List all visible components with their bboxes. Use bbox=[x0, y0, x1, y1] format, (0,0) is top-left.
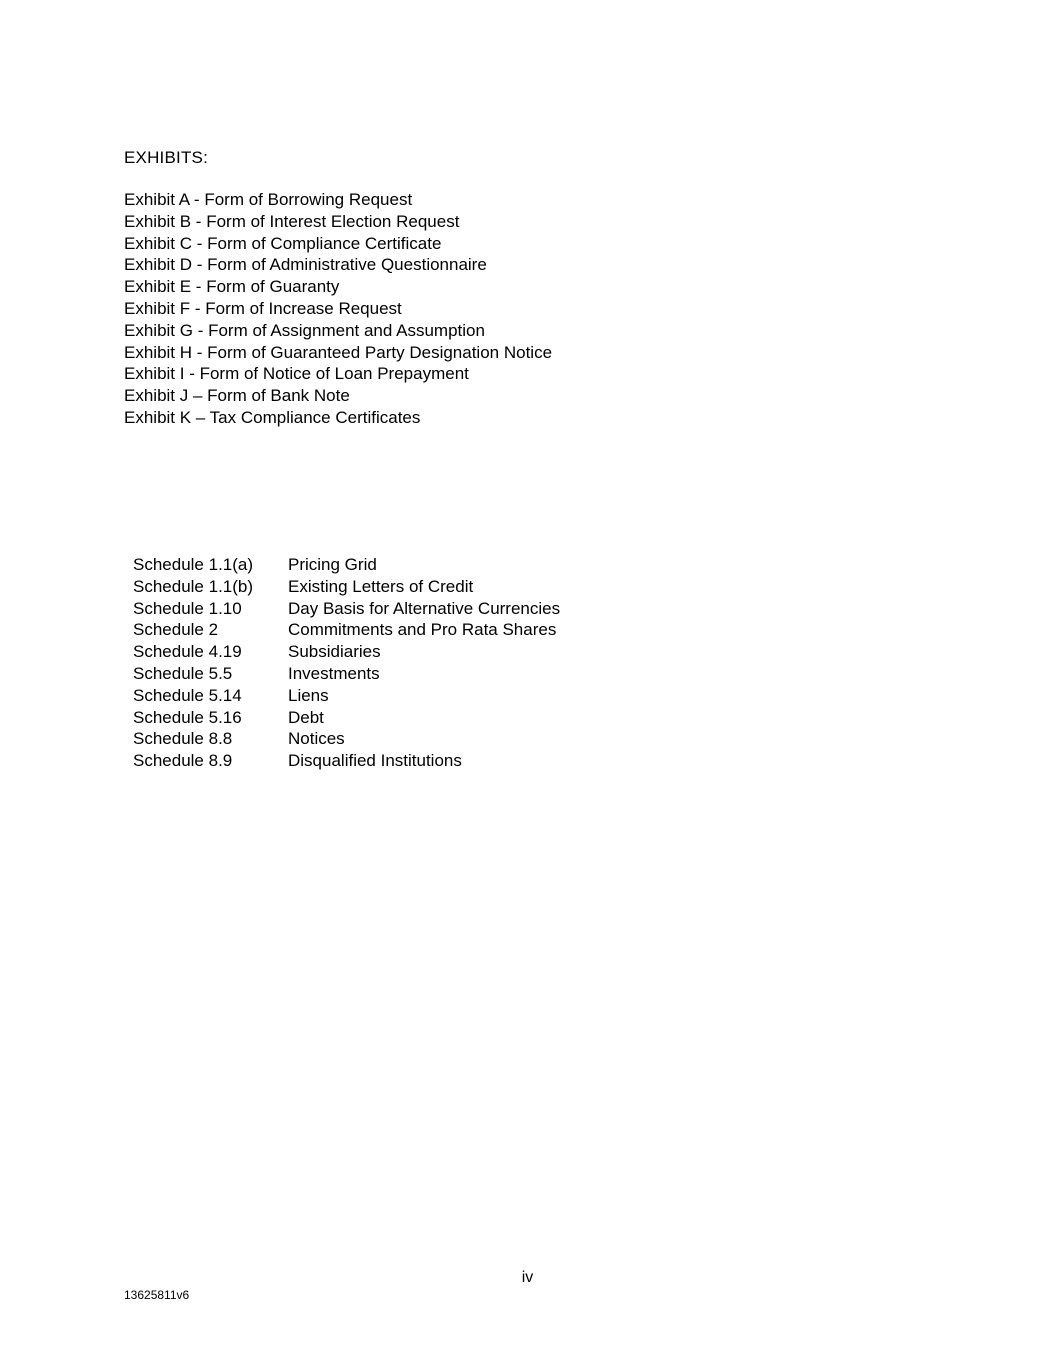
schedule-row bbox=[133, 641, 560, 663]
schedule-row bbox=[133, 663, 560, 685]
schedule-title: Commitments and Pro Rata Shares bbox=[288, 620, 557, 640]
schedule-number: Schedule 1.1(b) bbox=[133, 576, 254, 596]
schedule-number: Schedule 1.1(a) bbox=[133, 555, 254, 574]
exhibit-item: Exhibit I - Form of Notice of Loan Prepayment bbox=[124, 364, 469, 384]
schedule-title: Disqualified Institutions bbox=[288, 751, 462, 771]
schedule-row bbox=[133, 707, 560, 729]
schedule-number: Schedule 5.5 bbox=[133, 663, 233, 683]
schedule-row bbox=[133, 685, 560, 707]
schedule-number: Schedule 1.10 bbox=[133, 598, 242, 618]
schedule-title: Subsidiaries bbox=[288, 642, 381, 662]
schedule-number: Schedule 8.9 bbox=[133, 751, 233, 771]
exhibit-item: Exhibit H - Form of Guaranteed Party Designation Notice bbox=[124, 342, 553, 362]
schedule-title: Existing Letters of Credit bbox=[288, 576, 474, 596]
schedule-row bbox=[133, 554, 560, 576]
schedule-title: Investments bbox=[288, 663, 380, 683]
schedule-title: Debt bbox=[288, 707, 324, 727]
exhibit-item: Exhibit F - Form of Increase Request bbox=[124, 298, 402, 318]
schedule-number: Schedule 8.8 bbox=[133, 729, 233, 749]
exhibit-item: Exhibit K – Tax Compliance Certificates bbox=[124, 407, 421, 427]
exhibit-item: Exhibit G - Form of Assignment and Assumption bbox=[124, 320, 485, 340]
schedule-row bbox=[133, 728, 560, 750]
schedules-table bbox=[133, 554, 560, 772]
schedule-number: Schedule 5.16 bbox=[133, 707, 242, 727]
schedule-title: Notices bbox=[288, 729, 345, 749]
exhibits-heading: EXHIBITS: bbox=[124, 148, 208, 167]
schedule-row bbox=[133, 598, 560, 620]
schedule-title: Liens bbox=[288, 685, 329, 705]
schedule-title: Pricing Grid bbox=[288, 555, 377, 574]
schedule-number: Schedule 4.19 bbox=[133, 642, 242, 662]
schedule-title: Day Basis for Alternative Currencies bbox=[288, 598, 561, 618]
exhibits-list bbox=[124, 189, 552, 429]
exhibit-item: Exhibit D - Form of Administrative Questionnaire bbox=[124, 255, 487, 275]
schedule-number: Schedule 2 bbox=[133, 620, 219, 640]
schedule-row bbox=[133, 576, 560, 598]
schedule-number: Schedule 5.14 bbox=[133, 685, 242, 705]
exhibit-item: Exhibit C - Form of Compliance Certificate bbox=[124, 233, 442, 253]
exhibit-item: Exhibit J – Form of Bank Note bbox=[124, 386, 350, 406]
exhibit-item: Exhibit B - Form of Interest Election Request bbox=[124, 211, 460, 231]
document-id: 13625811v6 bbox=[124, 1288, 190, 1302]
exhibit-item: Exhibit E - Form of Guaranty bbox=[124, 277, 340, 297]
schedule-row bbox=[133, 619, 560, 641]
schedule-row bbox=[133, 750, 560, 772]
exhibit-item: Exhibit A - Form of Borrowing Request bbox=[124, 190, 413, 209]
page-number: iv bbox=[521, 1269, 534, 1286]
